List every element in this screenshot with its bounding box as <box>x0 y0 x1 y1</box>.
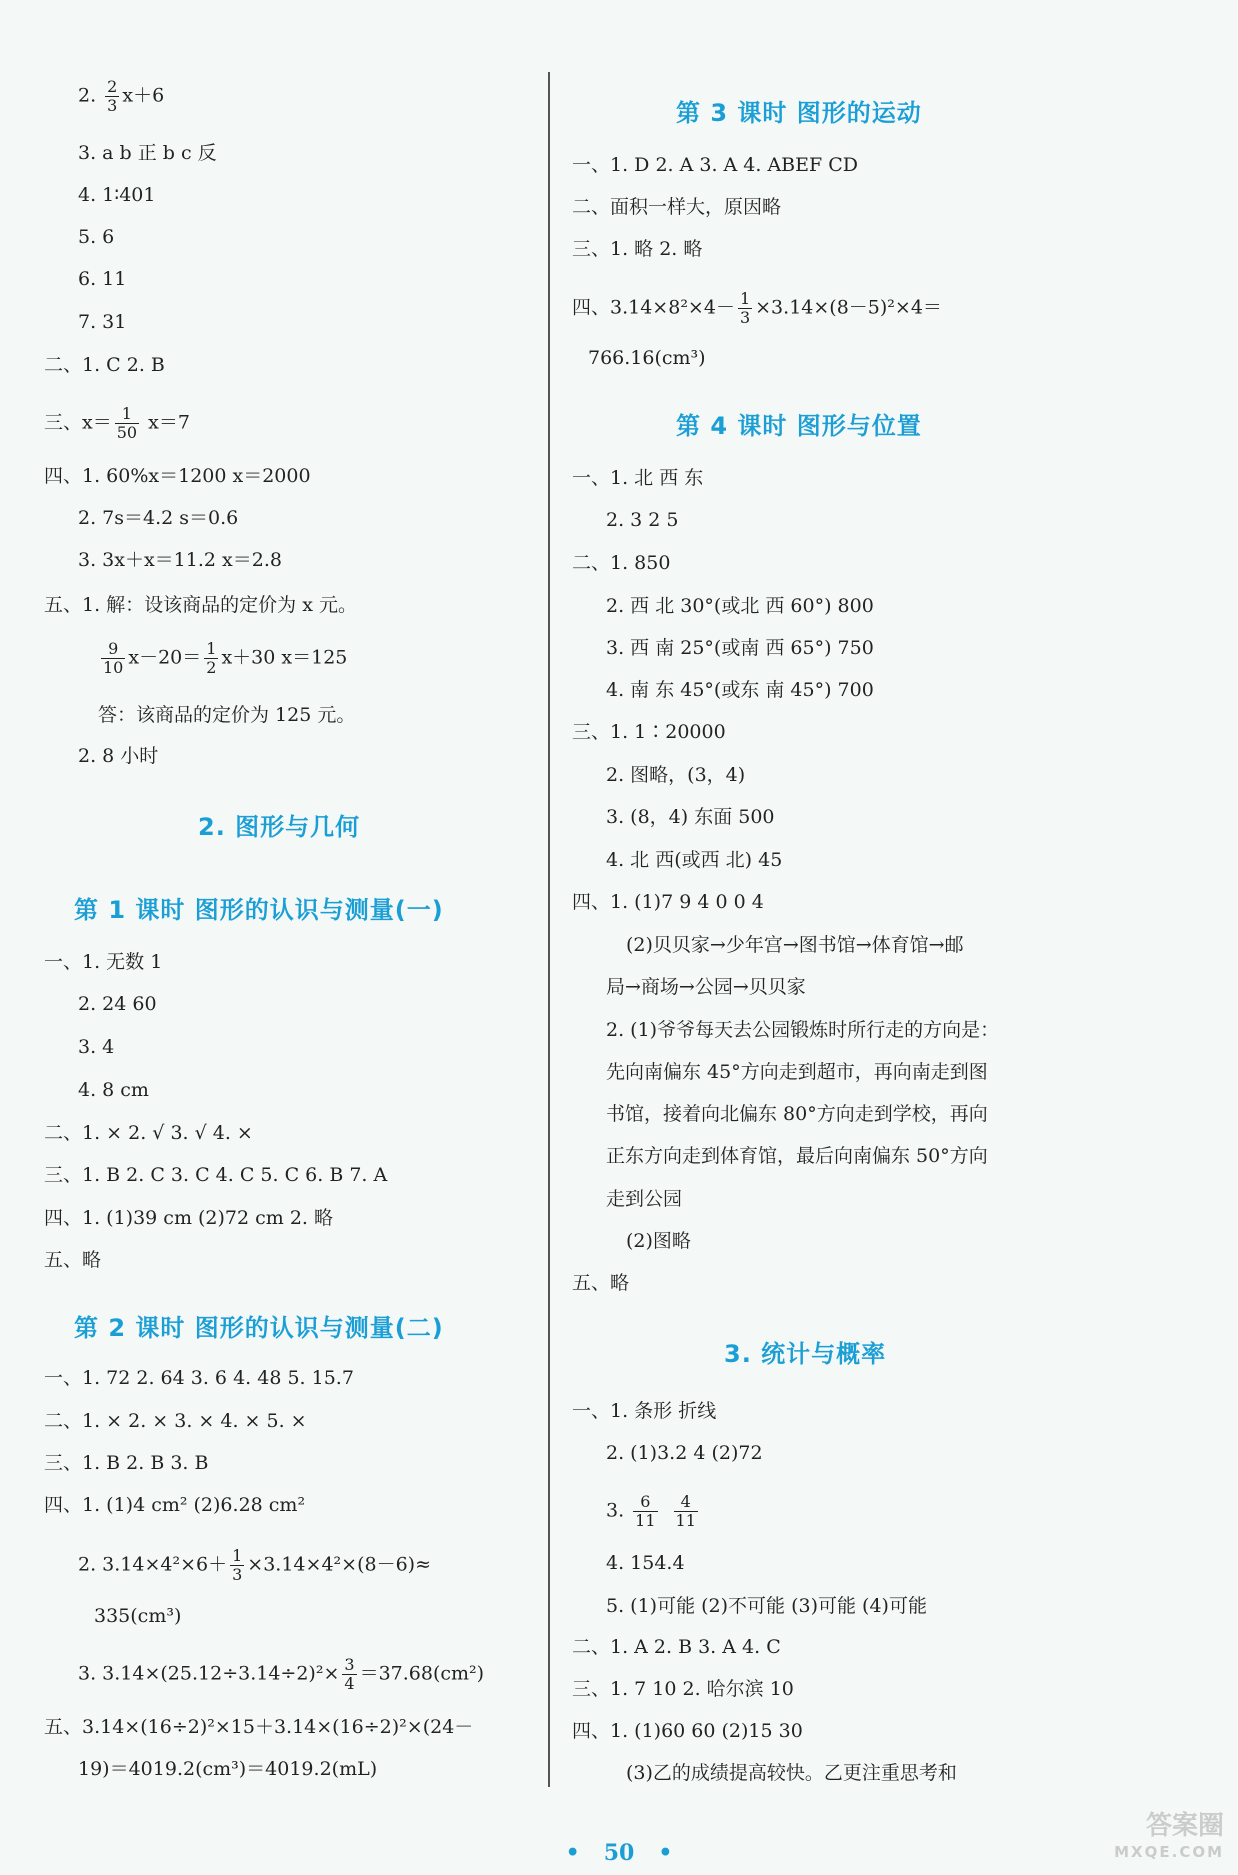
answer-line: 2. 7s＝4.2 s＝0.6 <box>78 507 239 529</box>
answer-line: 2. 西 北 30°(或北 西 60°) 800 <box>606 595 874 617</box>
answer-line: 5. (1)可能 (2)不可能 (3)可能 (4)可能 <box>606 1595 927 1617</box>
fraction: $\frac{4}{11}$ <box>675 1492 696 1530</box>
answer-line: 二、1. × 2. × 3. × 4. × 5. × <box>44 1410 307 1432</box>
answer-line: 答：该商品的定价为 125 元。 <box>98 704 356 726</box>
answer-line: 3. 4 <box>78 1036 115 1058</box>
answer-line: 四、1. 60%x＝1200 x＝2000 <box>44 465 311 487</box>
answer-line: 三、x＝ $\frac{1}{50}$ x＝7 <box>44 404 190 442</box>
answer-line: 2. 8 小时 <box>78 745 159 767</box>
answer-line: 三、1. 1∶20000 <box>572 721 726 743</box>
answer-line: 3. a b 正 b c 反 <box>78 142 217 164</box>
column-divider <box>548 72 550 1787</box>
fraction: $\frac{3}{4}$ <box>344 1655 355 1693</box>
answer-line: 一、1. 北 西 东 <box>572 467 704 489</box>
answer-line: 一、1. 无数 1 <box>44 951 163 973</box>
answer-line: 2. 图略，(3，4) <box>606 764 746 786</box>
answer-line: 4. 8 cm <box>78 1079 149 1101</box>
answer-line: 2. (1)3.2 4 (2)72 <box>606 1442 763 1464</box>
answer-line: 三、1. B 2. B 3. B <box>44 1452 209 1474</box>
answer-line: 四、1. (1)60 60 (2)15 30 <box>572 1720 803 1742</box>
answer-line: 四、1. (1)39 cm (2)72 cm 2. 略 <box>44 1207 333 1229</box>
answer-line: 4. 1∶401 <box>78 184 156 206</box>
page-number: • 50 • <box>565 1840 673 1866</box>
answer-line: (3)乙的成绩提高较快。乙更注重思考和 <box>626 1762 957 1784</box>
answer-line: 6. 11 <box>78 268 127 290</box>
answer-line: 五、略 <box>572 1272 630 1294</box>
answer-line: 3. $\frac{6}{11}$ $\frac{4}{11}$ <box>606 1492 696 1530</box>
answer-line: (2)图略 <box>626 1230 691 1252</box>
answer-line: 一、1. D 2. A 3. A 4. ABEF CD <box>572 154 859 176</box>
fraction: $\frac{1}{3}$ <box>232 1546 243 1584</box>
answer-line: 2. 3.14×4²×6＋ $\frac{1}{3}$ ×3.14×4²×(8－6)≈ <box>78 1546 431 1584</box>
watermark-logo: 答案圈 MXQE.COM <box>1114 1811 1224 1861</box>
answer-line: 2. (1)爷爷每天去公园锻炼时所行走的方向是： <box>606 1019 1000 1041</box>
answer-line: 335(cm³) <box>94 1605 182 1627</box>
answer-line: $\frac{9}{10}$ x－20＝ $\frac{1}{2}$ x＋30 x＝125 <box>103 639 348 677</box>
section-title: 3. 统计与概率 <box>724 1340 887 1368</box>
answer-line: 三、1. B 2. C 3. C 4. C 5. C 6. B 7. A <box>44 1164 388 1186</box>
answer-line: 正东方向走到体育馆，最后向南偏东 50°方向 <box>606 1145 988 1167</box>
answer-line: 2. $\frac{2}{3}$ x＋6 <box>78 77 165 115</box>
answer-line: 3. 3.14×(25.12÷3.14÷2)²× $\frac{3}{4}$ ＝37.68(cm²) <box>78 1655 485 1693</box>
answer-line: 2. 24 60 <box>78 993 157 1015</box>
answer-line: 五、略 <box>44 1249 102 1271</box>
answer-line: 二、1. 850 <box>572 552 671 574</box>
lesson-title: 第 2 课时 图形的认识与测量(二) <box>74 1314 444 1342</box>
answer-line: 走到公园 <box>606 1188 683 1210</box>
answer-line: 先向南偏东 45°方向走到超市，再向南走到图 <box>606 1061 988 1083</box>
answer-line: 四、1. (1)4 cm² (2)6.28 cm² <box>44 1494 306 1516</box>
page-number-value: 50 <box>603 1840 635 1866</box>
fraction: $\frac{2}{3}$ <box>107 77 118 115</box>
answer-line: 5. 6 <box>78 226 115 248</box>
fraction: $\frac{1}{2}$ <box>206 639 217 677</box>
answer-line: 7. 31 <box>78 311 127 333</box>
fraction: $\frac{9}{10}$ <box>103 639 124 677</box>
fraction: $\frac{1}{50}$ <box>116 404 138 442</box>
answer-line: 4. 南 东 45°(或东 南 45°) 700 <box>606 679 874 701</box>
answer-line: 4. 154.4 <box>606 1552 685 1574</box>
answer-line: 2. 3 2 5 <box>606 509 679 531</box>
answer-line: 书馆，接着向北偏东 80°方向走到学校，再向 <box>606 1103 988 1125</box>
answer-line: 19)＝4019.2(cm³)＝4019.2(mL) <box>78 1758 378 1780</box>
answer-line: 766.16(cm³) <box>588 347 706 369</box>
answer-line: 二、1. × 2. √ 3. √ 4. × <box>44 1122 253 1144</box>
answer-line: 3. (8，4) 东面 500 <box>606 806 775 828</box>
answer-line: 三、1. 略 2. 略 <box>572 238 703 260</box>
answer-line: 五、3.14×(16÷2)²×15＋3.14×(16÷2)²×(24－ <box>44 1716 474 1738</box>
answer-line: 四、1. (1)7 9 4 0 0 4 <box>572 891 764 913</box>
answer-line: 五、1. 解：设该商品的定价为 x 元。 <box>44 594 357 616</box>
answer-line: 一、1. 条形 折线 <box>572 1400 717 1422</box>
answer-line: 二、1. A 2. B 3. A 4. C <box>572 1636 781 1658</box>
answer-line: 局→商场→公园→贝贝家 <box>606 976 806 998</box>
answer-line: (2)贝贝家→少年宫→图书馆→体育馆→邮 <box>626 934 964 956</box>
answer-line: 3. 3x＋x＝11.2 x＝2.8 <box>78 549 282 571</box>
fraction: $\frac{1}{3}$ <box>739 289 751 327</box>
answer-line: 三、1. 7 10 2. 哈尔滨 10 <box>572 1678 794 1700</box>
answer-line: 4. 北 西(或西 北) 45 <box>606 849 783 871</box>
answer-line: 四、3.14×8²×4－ $\frac{1}{3}$ ×3.14×(8－5)²×4＝ <box>572 289 942 327</box>
answer-line: 3. 西 南 25°(或南 西 65°) 750 <box>606 637 874 659</box>
answer-line: 一、1. 72 2. 64 3. 6 4. 48 5. 15.7 <box>44 1367 354 1389</box>
fraction: $\frac{6}{11}$ <box>635 1492 656 1530</box>
lesson-title: 第 1 课时 图形的认识与测量(一) <box>74 896 444 924</box>
answer-line: 二、1. C 2. B <box>44 354 165 376</box>
section-title: 2. 图形与几何 <box>198 813 361 841</box>
lesson-title: 第 4 课时 图形与位置 <box>676 412 922 440</box>
lesson-title: 第 3 课时 图形的运动 <box>676 99 922 127</box>
answer-line: 二、面积一样大，原因略 <box>572 196 782 218</box>
